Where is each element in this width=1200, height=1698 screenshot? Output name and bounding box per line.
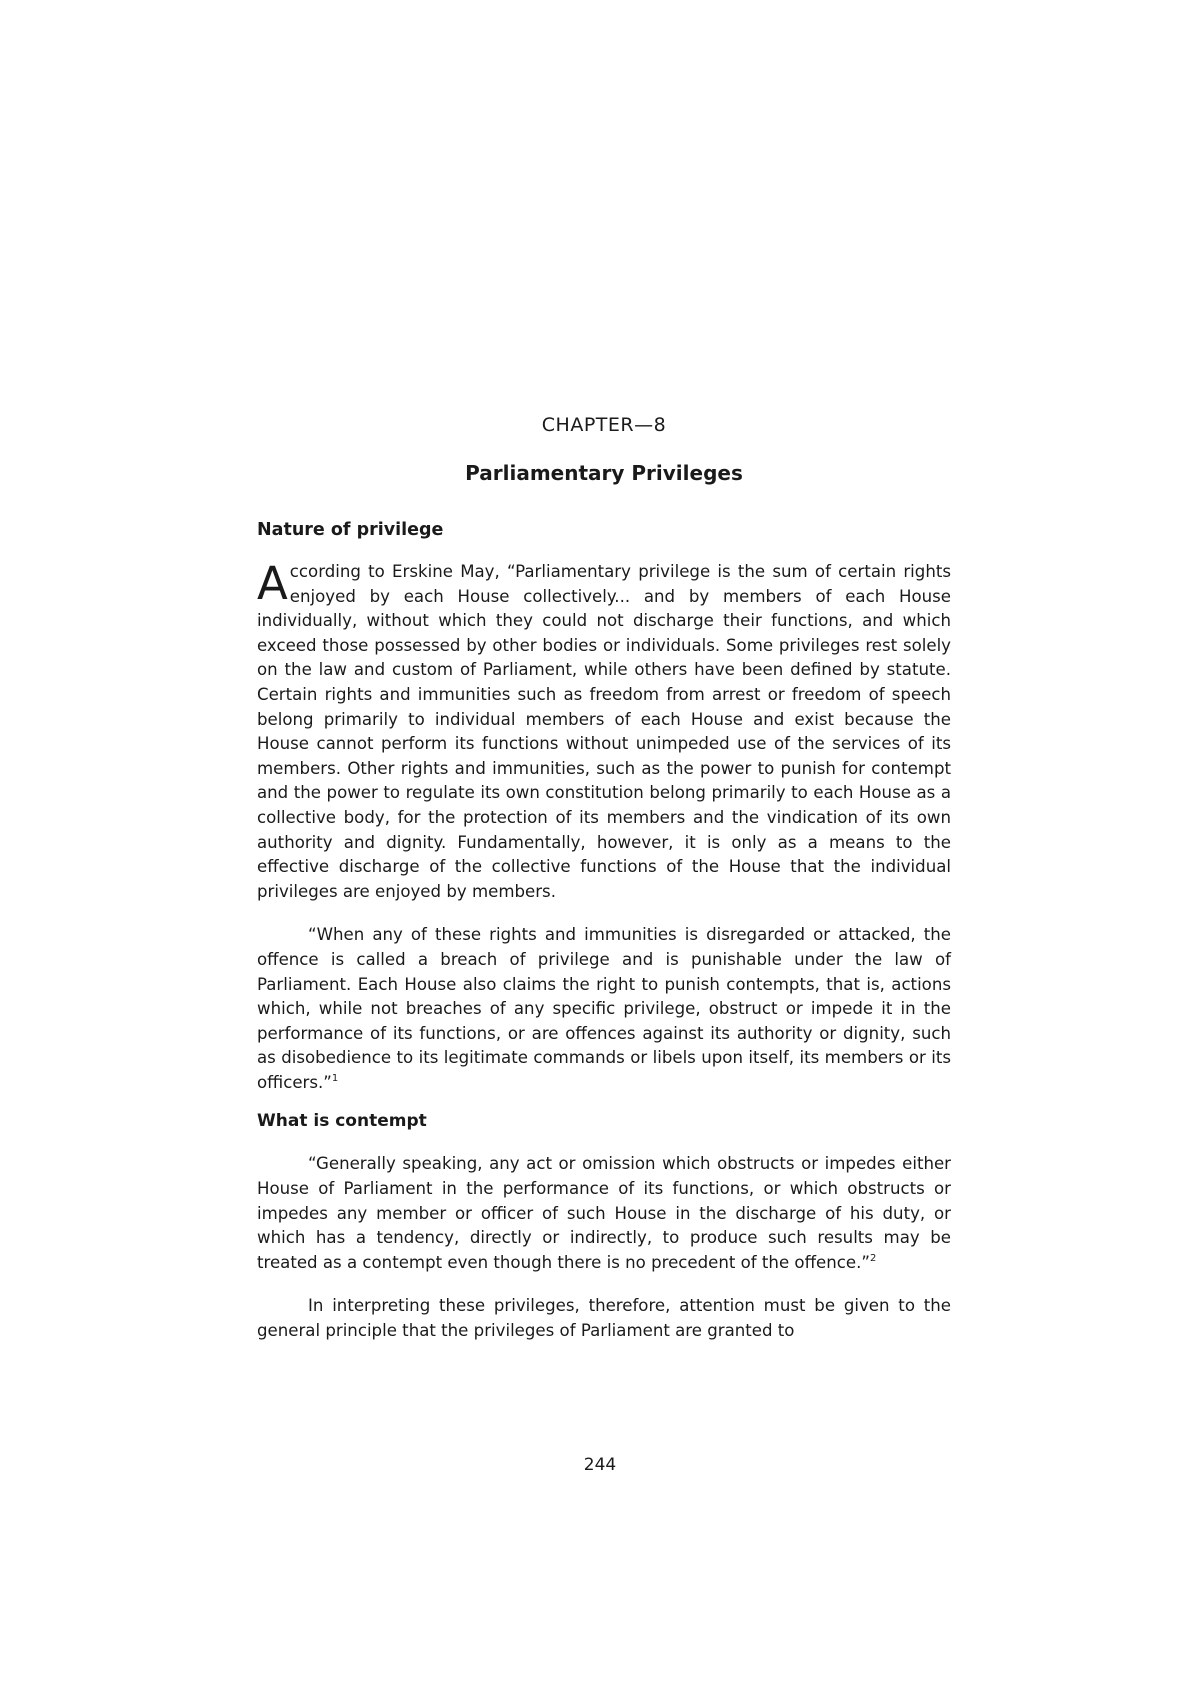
chapter-title: Parliamentary Privileges	[465, 461, 743, 485]
page-number: 244	[583, 1455, 617, 1475]
document-page	[257, 400, 951, 1344]
paragraph-contempt-2	[257, 1294, 951, 1343]
paragraph-contempt-1	[257, 1152, 951, 1275]
paragraph-nature-1-text: ccording to Erskine May, “Parliamentary privilege is the sum of certain rights enjoyed by each House collectively... and by members of each House individually, without which they could not discharge their functions, and which exceed those possessed by other bodies or individuals. Some privileges rest solely on the law and custom of Parliament, while others have been defined by statute. Certain rights and immunities such as freedom from arrest or freedom of speech belong primarily to individual members of each House and exist because the House cannot perform its functions without unimpeded use of the services of its members. Other rights and immunities, such as the power to punish for contempt and the power to regulate its own constitution belong primarily to each House as a collective body, for the protection of its members and the vindication of its own authority and dignity. Fundamentally, however, it is only as a means to the effective discharge of the collective functions of the House that the individual privileges are enjoyed by members.	[257, 562, 951, 901]
section-heading-contempt: What is contempt	[257, 1111, 427, 1132]
paragraph-nature-2	[257, 923, 951, 1095]
paragraph-nature-1	[257, 557, 951, 904]
paragraph-nature-2-text: “When any of these rights and immunities is disregarded or attacked, the offence is called a breach of privilege and is punishable under the law of Parliament. Each House also claims the right to punish contempts, that is, actions which, while not breaches of any specific privilege, obstruct or impede it in the performance of its functions, or are offences against its authority or dignity, such as disobedience to its legitimate commands or libels upon itself, its members or its officers.”	[257, 925, 951, 1092]
paragraph-contempt-2-text: In interpreting these privileges, therefore, attention must be given to the general principle that the privileges of Parliament are granted to	[257, 1296, 951, 1341]
drop-cap: A	[257, 557, 288, 610]
chapter-label: CHAPTER—8	[541, 414, 667, 436]
section-heading-nature: Nature of privilege	[257, 520, 444, 540]
paragraph-contempt-1-text: “Generally speaking, any act or omission which obstructs or impedes either House of Parliament in the performance of its functions, or which obstructs or impedes any member or officer of such House in the discharge of his duty, or which has a tendency, directly or indirectly, to produce such results may be treated as a contempt even though there is no precedent of the offence.”	[257, 1154, 951, 1272]
footnote-marker-1: 1	[331, 1072, 339, 1084]
footnote-marker-2: 2	[869, 1252, 877, 1264]
